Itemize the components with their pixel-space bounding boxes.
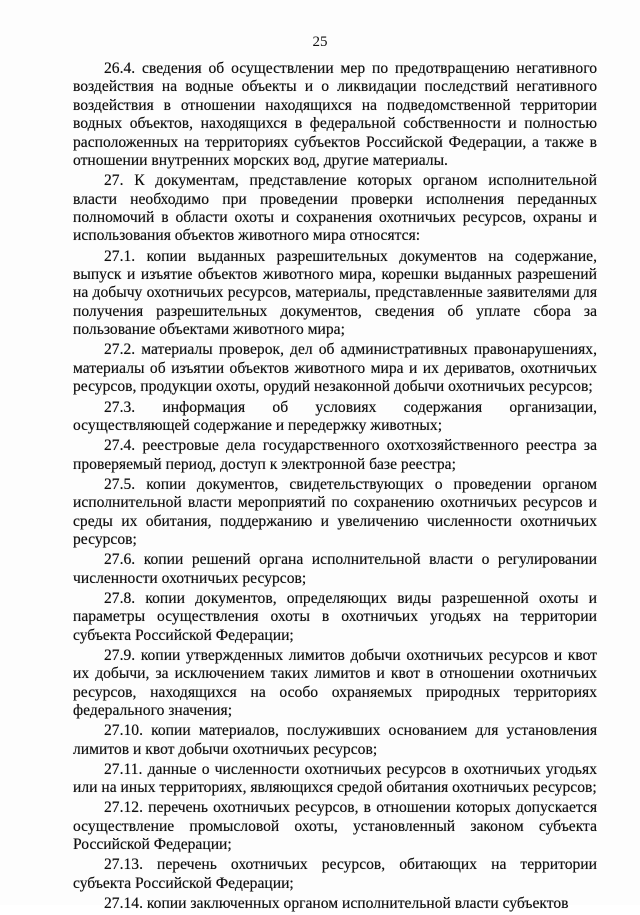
paragraph-27-14: 27.14. копии заключенных органом исполнительной власти субъектов <box>104 895 569 913</box>
paragraph-27-3: 27.3. информация об условиях содержания организации, осуществляющей содержание и передержку животных; <box>73 398 597 434</box>
document-body <box>73 60 597 915</box>
paragraph-27: 27. К документам, представление которых органом исполнительной власти необходимо при проведении проверки исполнения переданных полномочий в области охоты и сохранения охотничьих ресурсов, охраны и использования объектов животного мира относятся: <box>73 172 597 245</box>
paragraph-27-5: 27.5. копии документов, свидетельствующих о проведении органом исполнительной власти мероприятий по сохранению охотничьих ресурсов и среды их обитания, поддержанию и увеличению численности охотничьих ресурсов; <box>73 475 597 548</box>
paragraph-27-2: 27.2. материалы проверок, дел об административных правонарушениях, материалы об изъятии объектов животного мира и их дериватов, охотничьих ресурсов, продукции охоты, орудий незаконной добычи охотничьих ресурсов; <box>73 341 597 396</box>
paragraph-27-10: 27.10. копии материалов, послуживших основанием для установления лимитов и квот добычи охотничьих ресурсов; <box>73 722 597 758</box>
paragraph-27-8: 27.8. копии документов, определяющих виды разрешенной охоты и параметры осуществления охоты в охотничьих угодьях на территории субъекта Российской Федерации; <box>73 589 597 644</box>
page-number: 25 <box>312 34 328 50</box>
paragraph-26-4: 26.4. сведения об осуществлении мер по предотвращению негативного воздействия на водные объекты и о ликвидации последствий негативного воздействия в отношении находящихся на подведомственной территории водных объектов, находящихся в федеральной собственности и полностью расположенных на территориях субъектов Российской Федерации, а также в отношении внутренних морских вод, другие материалы. <box>73 60 597 170</box>
paragraph-27-9: 27.9. копии утвержденных лимитов добычи охотничьих ресурсов и квот их добычи, за исключением таких лимитов и квот в отношении охотничьих ресурсов, находящихся на особо охраняемых природных территориях федерального значения; <box>73 646 597 719</box>
paragraph-27-1: 27.1. копии выданных разрешительных документов на содержание, выпуск и изъятие объектов животного мира, корешки выданных разрешений на добычу охотничьих ресурсов, материалы, представленные заявителями для получения разрешительных документов, сведения об уплате сбора за пользование объектами животного мира; <box>73 247 597 339</box>
paragraph-27-4: 27.4. реестровые дела государственного охотхозяйственного реестра за проверяемый период, доступ к электронной базе реестра; <box>73 437 597 473</box>
paragraph-27-12: 27.12. перечень охотничьих ресурсов, в отношении которых допускается осуществление промысловой охоты, установленный законом субъекта Российской Федерации; <box>73 799 597 854</box>
paragraph-27-13: 27.13. перечень охотничьих ресурсов, обитающих на территории субъекта Российской Федерации; <box>73 856 597 892</box>
paragraph-27-11: 27.11. данные о численности охотничьих ресурсов в охотничьих угодьях или на иных территориях, являющихся средой обитания охотничьих ресурсов; <box>73 760 597 797</box>
paragraph-27-6: 27.6. копии решений органа исполнительной власти о регулировании численности охотничьих ресурсов; <box>73 551 597 587</box>
